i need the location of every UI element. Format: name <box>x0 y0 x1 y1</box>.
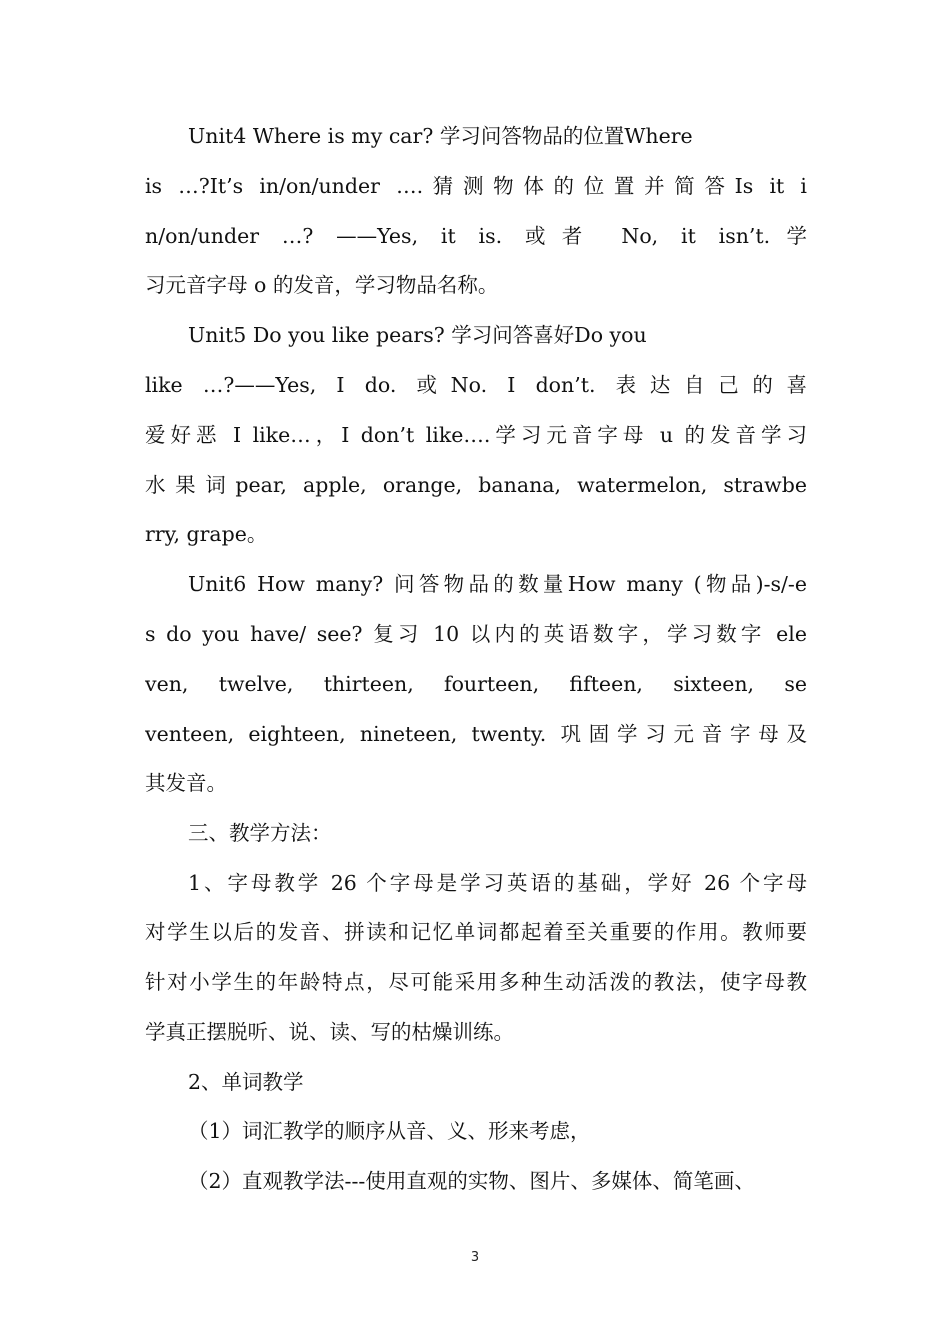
text-line: Unit4 Where is my car? 学习问答物品的位置Where <box>188 124 693 148</box>
text-line: Unit5 Do you like pears? 学习问答喜好Do you <box>188 323 647 347</box>
list-item: （2）直观教学法---使用直观的实物、图片、多媒体、简笔画、 <box>188 1169 755 1193</box>
page-number: 3 <box>470 1250 480 1265</box>
list-item: （1）词汇教学的顺序从音、义、形来考虑， <box>188 1119 591 1143</box>
text-line: is …?It’s in/on/under ….猜测物体的位置并简答Is it i <box>145 174 807 198</box>
text-line: 针对小学生的年龄特点，尽可能采用多种生动活泼的教法，使字母教 <box>145 970 807 994</box>
text-line: 学真正摆脱听、说、读、写的枯燥训练。 <box>145 1020 514 1044</box>
text-line: s do you have/ see? 复习 10 以内的英语数字，学习数字 ele <box>145 622 807 646</box>
text-line: 1、字母教学 26 个字母是学习英语的基础，学好 26 个字母 <box>188 871 807 895</box>
text-line: 爱好恶 I like…，I don’t like….学习元音字母 u 的发音学习 <box>145 423 807 447</box>
text-line: 其发音。 <box>145 771 227 795</box>
text-line: n/on/under …? ——Yes, it is. 或者 No, it isn’t.学 <box>145 224 807 248</box>
section-heading: 三、教学方法： <box>188 821 332 845</box>
text-line: ven, twelve, thirteen, fourteen, fifteen, sixteen, se <box>145 672 807 696</box>
subsection-heading: 2、单词教学 <box>188 1070 304 1094</box>
text-line: 习元音字母 o 的发音，学习物品名称。 <box>145 273 499 297</box>
text-line: like …?——Yes, I do. 或No. I don’t. 表达自己的喜 <box>145 373 807 397</box>
text-line: venteen, eighteen, nineteen, twenty. 巩固学习元音字母及 <box>145 722 807 746</box>
text-line: Unit6 How many? 问答物品的数量How many (物品)-s/-e <box>188 572 807 596</box>
text-line: 对学生以后的发音、拼读和记忆单词都起着至关重要的作用。教师要 <box>145 920 807 944</box>
text-line: rry, grape。 <box>145 522 268 546</box>
text-line: 水果词pear, apple, orange, banana, watermelon, strawbe <box>145 473 807 497</box>
